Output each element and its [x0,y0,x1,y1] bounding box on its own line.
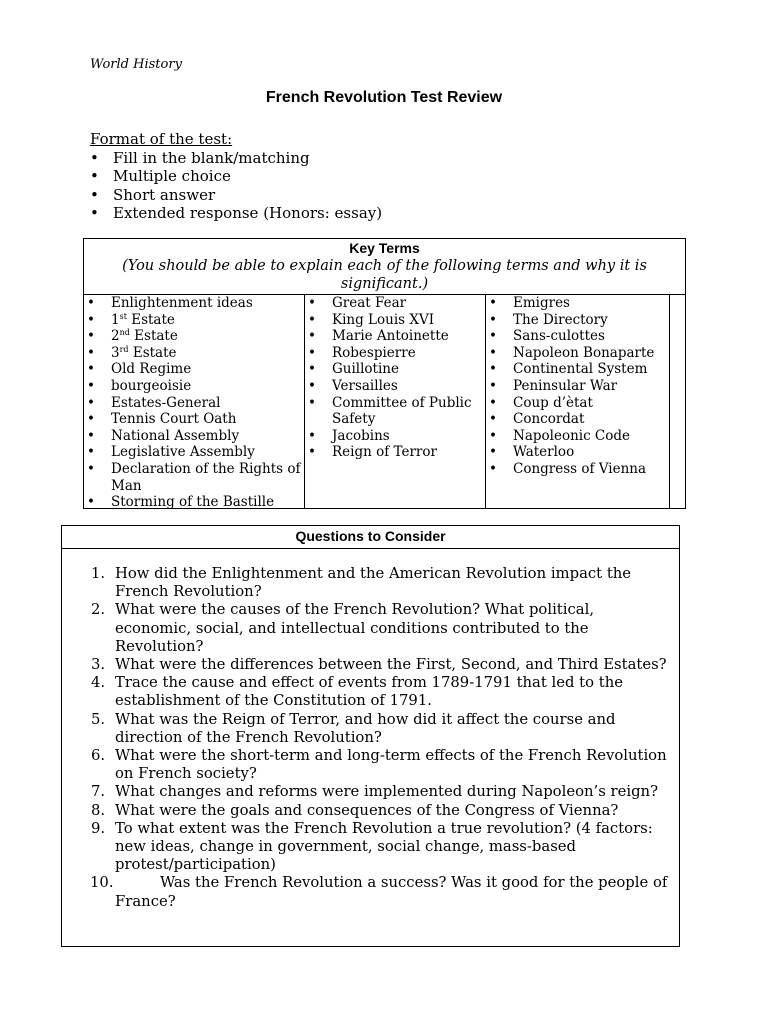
format-item: • Extended response (Honors: essay) [90,204,690,223]
key-terms-title: Key Terms [349,240,420,256]
question-number: 8. [91,801,106,819]
test-format-section [90,130,690,223]
estate-word: Estate [134,328,178,345]
format-heading: Format of the test: [90,130,233,148]
ordinal-suffix: st [119,311,127,321]
key-term: • Coup d’ètat [489,395,669,412]
key-term: • Old Regime [87,361,304,378]
key-term: • Reign of Terror [308,444,485,461]
key-term: • Storming of the Bastille [87,494,304,511]
ordinal-suffix: rd [119,344,129,354]
key-term [87,345,304,362]
question-text: Was the French Revolution a success? Was it good for the people of France? [115,874,668,910]
question-item [91,656,673,674]
question-item [91,874,673,910]
question-item [91,783,673,801]
question-item [91,820,673,875]
key-term: • Napoleonic Code [489,428,669,445]
question-text: What were the short-term and long-term effects of the French Revolution on French society? [115,747,667,783]
questions-title: Questions to Consider [62,526,679,549]
key-term: • Continental System [489,361,669,378]
key-terms-header [84,239,685,295]
question-text: To what extent was the French Revolution a true revolution? (4 factors: new ideas, change in government, social change, mass-based protest/participation) [115,819,653,874]
key-term: • Declaration of the Rights of Man [87,461,304,494]
key-term: • Robespierre [308,345,485,362]
question-item [91,711,673,747]
key-term: • Jacobins [308,428,485,445]
key-term: • Estates-General [87,395,304,412]
question-text: What were the differences between the First, Second, and Third Estates? [115,656,667,674]
question-number: 4. [91,674,106,692]
key-term [87,328,304,345]
document-title: French Revolution Test Review [265,89,503,106]
question-number: 1. [91,565,106,582]
key-term: • Napoleon Bonaparte [489,345,669,362]
key-term: • bourgeoisie [87,378,304,395]
estate-number: 1 [111,311,120,328]
question-number: 7. [91,783,106,801]
key-terms-subtitle: (You should be able to explain each of the following terms and why it is significant.) [122,258,647,292]
question-text: What were the causes of the French Revolution? What political, economic, social, and intellectual conditions contributed to the Revolution? [115,601,595,655]
course-name: World History [90,57,182,72]
questions-list [91,565,673,911]
estate-number: 2 [111,328,120,345]
questions-box [61,525,680,947]
key-term: • King Louis XVI [308,312,485,329]
question-text: What were the goals and consequences of the Congress of Vienna? [115,801,619,819]
key-term: • National Assembly [87,428,304,445]
question-item [91,802,673,820]
key-terms-table [83,238,686,509]
question-number: 9. [91,819,106,837]
key-term: • Concordat [489,411,669,428]
key-term [87,312,304,329]
key-term: • Sans-culottes [489,328,669,345]
key-term: • Emigres [489,295,669,312]
question-number: 10. [90,874,114,892]
question-item [91,565,673,601]
question-text: What was the Reign of Terror, and how did it affect the course and direction of the French Revolution? [115,710,616,746]
key-term: • The Directory [489,312,669,329]
question-number: 6. [91,747,106,765]
key-term: • Waterloo [489,444,669,461]
estate-word: Estate [132,344,177,361]
question-text: What changes and reforms were implemented during Napoleon’s reign? [115,783,659,801]
key-term: • Peninsular War [489,378,669,395]
estate-number: 3 [111,344,120,361]
key-terms-column-empty [670,294,685,508]
question-text: Trace the cause and effect of events from 1789-1791 that led to the establishment of the Constitution of 1791. [115,674,623,710]
key-term: • Congress of Vienna [489,461,669,478]
question-item [91,674,673,710]
question-item [91,747,673,783]
key-term: • Legislative Assembly [87,444,304,461]
question-item [91,601,673,656]
key-term: • Committee of Public Safety [308,395,485,428]
key-term: • Great Fear [308,295,485,312]
question-text: How did the Enlightenment and the American Revolution impact the French Revolution? [115,565,632,601]
key-terms-column-2 [305,294,486,508]
key-terms-column-1 [87,294,305,511]
key-term: • Marie Antoinette [308,328,485,345]
format-item: • Multiple choice [90,167,690,186]
key-term: • Versailles [308,378,485,395]
question-number: 3. [91,656,106,674]
question-number: 2. [91,601,106,619]
estate-word: Estate [131,311,175,328]
format-list [90,149,690,223]
key-term: • Guillotine [308,361,485,378]
format-item: • Fill in the blank/matching [90,149,690,168]
key-term: • Enlightenment ideas [87,295,304,312]
ordinal-suffix: nd [119,328,130,338]
key-term: • Tennis Court Oath [87,411,304,428]
key-terms-column-3 [486,294,670,508]
question-number: 5. [91,710,106,728]
format-item: • Short answer [90,186,690,205]
